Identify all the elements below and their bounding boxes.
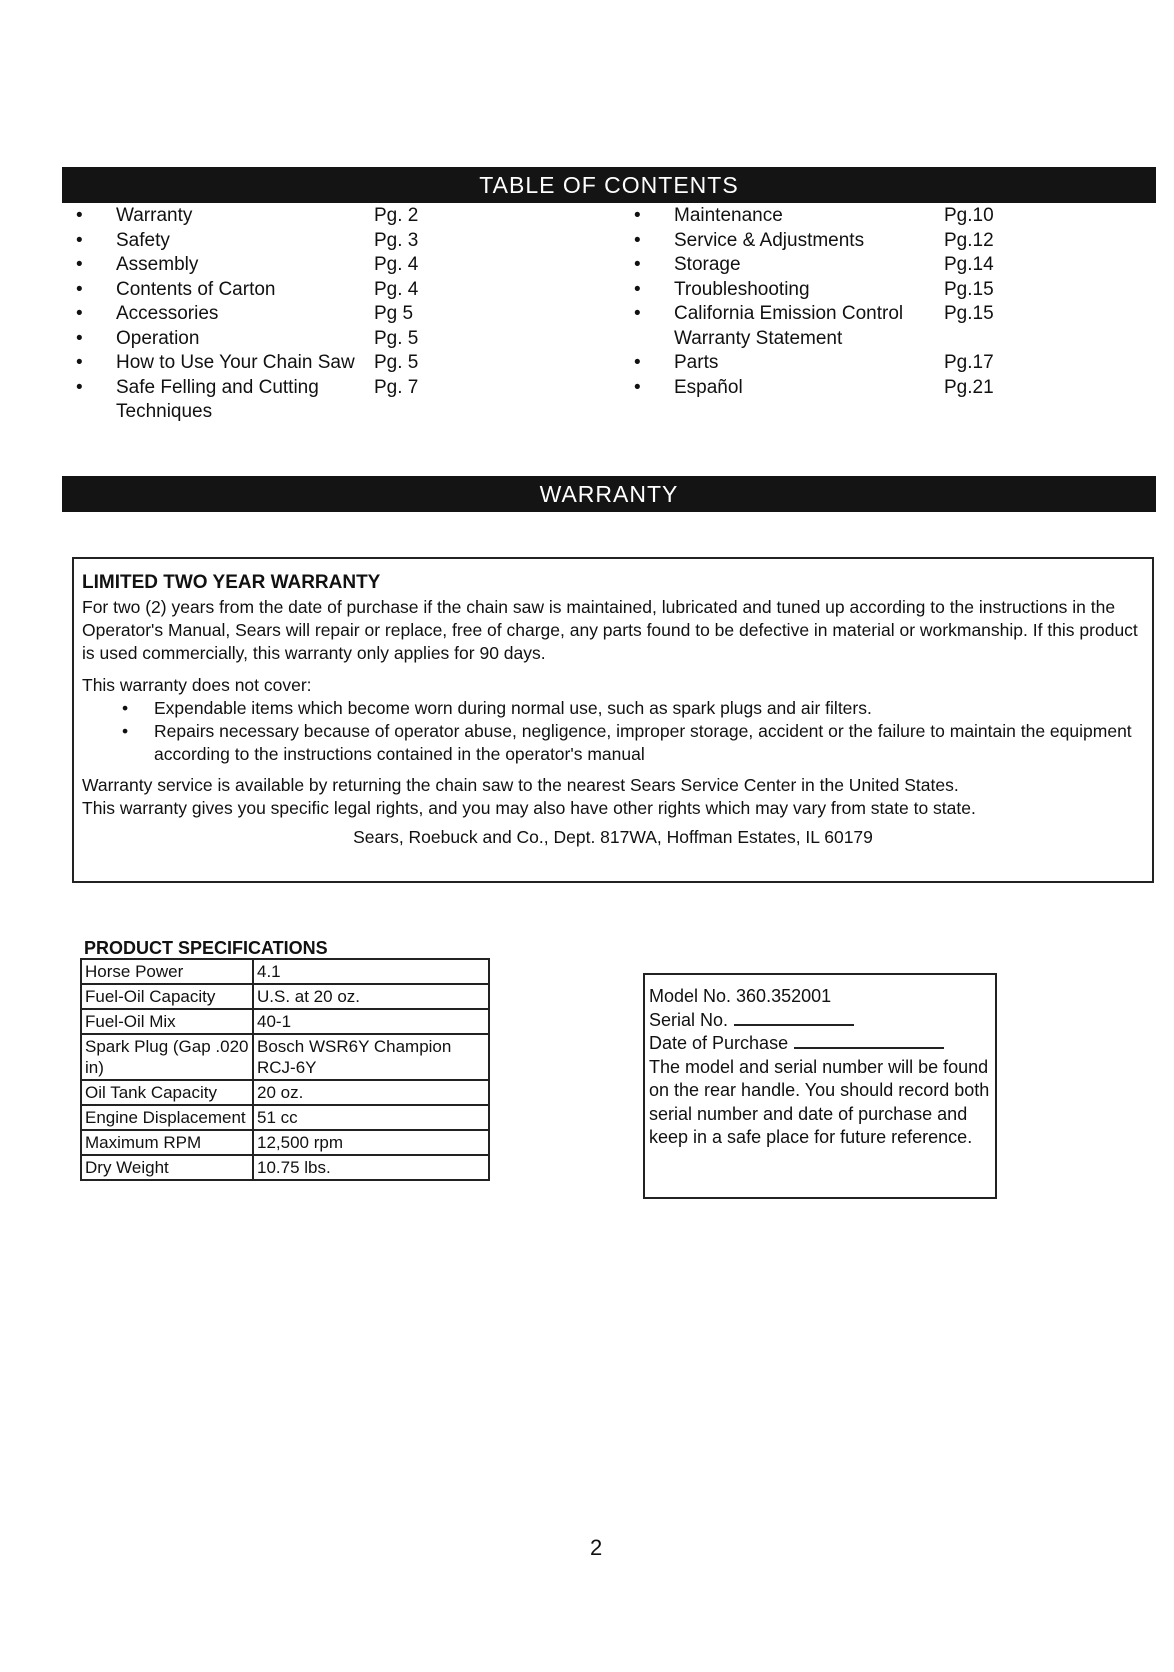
spec-row	[81, 984, 489, 1009]
toc-item-page: Pg 5	[374, 303, 414, 324]
page-number: 2	[590, 1535, 603, 1560]
bullet-icon: •	[634, 205, 641, 226]
warranty-terms: For two (2) years from the date of purchase if the chain saw is maintained, lubricated and tuned up according to the instructions in the Operator's Manual, Sears will repair or replace, free of charge, any parts found to be defective in material or workmanship. If this product is used commercially, this warranty only applies for 90 days.	[82, 597, 1138, 663]
warranty-legal-rights: This warranty gives you specific legal rights, and you may also have other rights which may vary from state to state.	[82, 798, 976, 818]
serial-number-label: Serial No.	[649, 1009, 729, 1030]
spec-row	[81, 1130, 489, 1155]
toc-item-title: Parts	[674, 352, 719, 373]
bullet-icon: •	[122, 721, 129, 741]
spec-label: Oil Tank Capacity	[81, 1080, 253, 1105]
spec-label: Maximum RPM	[81, 1130, 253, 1155]
spec-value: 12,500 rpm	[253, 1130, 489, 1155]
toc-item-page: Pg. 3	[374, 229, 419, 251]
exclusion-item	[82, 697, 1144, 720]
toc-item-title: Contents of Carton	[116, 278, 276, 300]
bullet-icon: •	[76, 303, 83, 324]
spec-row	[81, 1105, 489, 1130]
bullet-icon: •	[76, 229, 83, 251]
bullet-icon: •	[122, 698, 129, 718]
warranty-box-title: LIMITED TWO YEAR WARRANTY	[82, 572, 381, 593]
exclusion-text: Expendable items which become worn during normal use, such as spark plugs and air filters.	[154, 698, 872, 718]
toc-item	[72, 204, 492, 229]
spec-value: 20 oz.	[253, 1080, 489, 1105]
toc-item-title: Service & Adjustments	[674, 229, 865, 251]
toc-item-page: Pg. 4	[374, 254, 419, 275]
toc-item-title: How to Use Your Chain Saw	[116, 352, 355, 373]
toc-item-title: California Emission Control Warranty Statement	[674, 303, 904, 349]
spec-label: Horse Power	[81, 959, 253, 984]
toc-heading-bar	[62, 167, 1156, 203]
toc-item-page: Pg. 4	[374, 278, 419, 300]
spec-label: Engine Displacement	[81, 1105, 253, 1130]
toc-item	[630, 351, 1010, 376]
toc-right-column	[630, 204, 1010, 400]
spec-value: Bosch WSR6Y Champion RCJ-6Y	[253, 1034, 489, 1080]
spec-value: 51 cc	[253, 1105, 489, 1130]
toc-item-page: Pg. 5	[374, 327, 419, 349]
exclusion-text: Repairs necessary because of operator abuse, negligence, improper storage, accident or the failure to maintain the equipment according to the instructions contained in the operator's manual	[154, 721, 1132, 764]
spec-label: Fuel-Oil Mix	[81, 1009, 253, 1034]
spec-row	[81, 1009, 489, 1034]
toc-item	[72, 327, 492, 352]
toc-item-page: Pg.17	[944, 352, 994, 373]
model-serial-note: The model and serial number will be found on the rear handle. You should record both serial number and date of purchase and keep in a safe place for future reference.	[649, 1056, 990, 1147]
toc-item-title: Maintenance	[674, 205, 783, 226]
toc-item-page: Pg.10	[944, 205, 994, 226]
toc-item-title: Español	[674, 376, 743, 398]
toc-item	[72, 229, 492, 254]
warranty-box	[72, 557, 1154, 883]
bullet-icon: •	[634, 352, 641, 373]
spec-value: 4.1	[253, 959, 489, 984]
toc-item	[630, 302, 1010, 351]
toc-item-title: Warranty	[116, 205, 193, 226]
serial-number-blank	[734, 1010, 854, 1026]
toc-item-page: Pg. 2	[374, 205, 419, 226]
purchase-date-blank	[794, 1033, 944, 1049]
purchase-date-row	[649, 1032, 991, 1056]
toc-item	[630, 376, 1010, 401]
warranty-heading: WARRANTY	[539, 480, 679, 507]
spec-value: 10.75 lbs.	[253, 1155, 489, 1180]
exclusion-item	[82, 720, 1144, 766]
bullet-icon: •	[634, 229, 641, 251]
spec-row	[81, 1034, 489, 1080]
spec-label: Dry Weight	[81, 1155, 253, 1180]
toc-item-title: Safe Felling and Cutting Techniques	[116, 376, 319, 422]
bullet-icon: •	[76, 278, 83, 300]
bullet-icon: •	[76, 376, 83, 398]
toc-item	[72, 351, 492, 376]
toc-item-page: Pg.21	[944, 376, 994, 398]
bullet-icon: •	[76, 205, 83, 226]
toc-item-page: Pg.12	[944, 229, 994, 251]
spec-label: Spark Plug (Gap .020 in)	[81, 1034, 253, 1080]
warranty-heading-bar	[62, 476, 1156, 512]
model-info-box	[643, 973, 997, 1199]
sears-address: Sears, Roebuck and Co., Dept. 817WA, Hoffman Estates, IL 60179	[353, 827, 873, 847]
bullet-icon: •	[634, 278, 641, 300]
toc-item	[630, 278, 1010, 303]
bullet-icon: •	[634, 303, 641, 324]
toc-item-title: Assembly	[116, 254, 199, 275]
toc-item	[72, 376, 492, 425]
toc-item-title: Storage	[674, 254, 741, 275]
bullet-icon: •	[76, 254, 83, 275]
bullet-icon: •	[76, 327, 83, 349]
model-number: Model No. 360.352001	[649, 986, 832, 1006]
warranty-service: Warranty service is available by returning the chain saw to the nearest Sears Service Center in the United States.	[82, 775, 959, 795]
toc-item	[72, 278, 492, 303]
warranty-exclusions	[82, 697, 1144, 766]
toc-item-page: Pg. 7	[374, 376, 419, 398]
toc-item	[72, 253, 492, 278]
warranty-not-cover: This warranty does not cover:	[82, 675, 312, 695]
toc-item-page: Pg.14	[944, 254, 994, 275]
bullet-icon: •	[634, 376, 641, 398]
toc-item-page: Pg. 5	[374, 352, 419, 373]
specs-table	[80, 958, 490, 1181]
toc-item-title: Accessories	[116, 303, 219, 324]
specs-heading: PRODUCT SPECIFICATIONS	[84, 938, 328, 958]
serial-number-row	[649, 1009, 991, 1033]
spec-label: Fuel-Oil Capacity	[81, 984, 253, 1009]
spec-row	[81, 1080, 489, 1105]
toc-item-title: Troubleshooting	[674, 278, 810, 300]
spec-value: U.S. at 20 oz.	[253, 984, 489, 1009]
toc-item	[630, 204, 1010, 229]
toc-item-title: Operation	[116, 327, 200, 349]
toc-item-page: Pg.15	[944, 278, 994, 300]
toc-item-page: Pg.15	[944, 303, 994, 324]
toc-item-title: Safety	[116, 229, 170, 251]
toc-item	[72, 302, 492, 327]
purchase-date-label: Date of Purchase	[649, 1033, 789, 1053]
toc-left-column	[72, 204, 492, 425]
toc-item	[630, 229, 1010, 254]
bullet-icon: •	[76, 352, 83, 373]
spec-value: 40-1	[253, 1009, 489, 1034]
spec-row	[81, 959, 489, 984]
toc-heading: TABLE OF CONTENTS	[479, 171, 739, 198]
bullet-icon: •	[634, 254, 641, 275]
toc-item	[630, 253, 1010, 278]
spec-row	[81, 1155, 489, 1180]
